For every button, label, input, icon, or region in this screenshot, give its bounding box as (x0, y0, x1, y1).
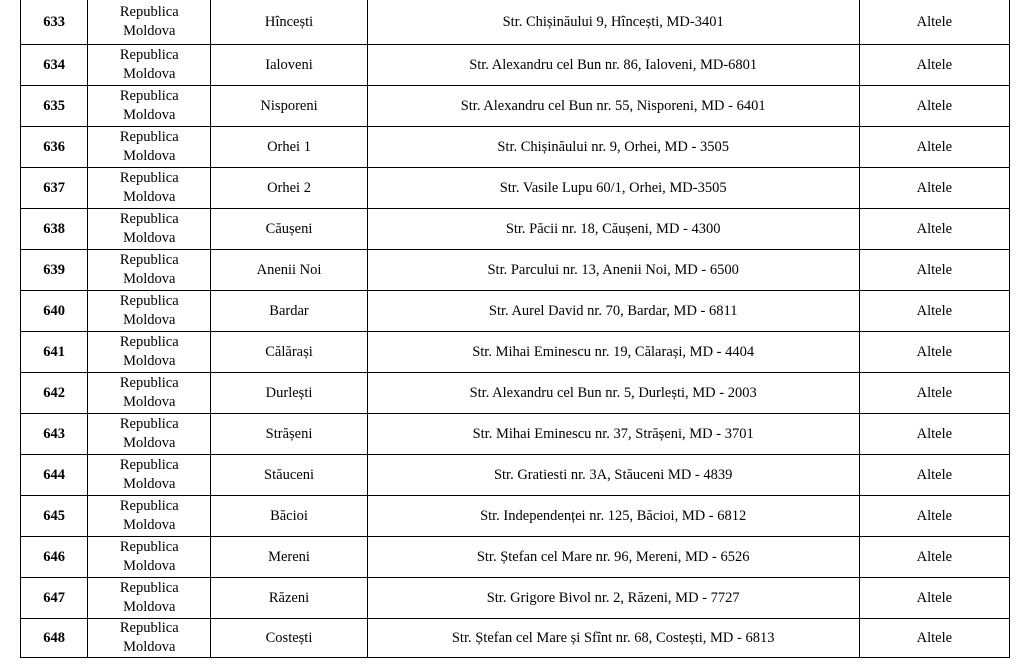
city-cell: Costești (211, 619, 367, 658)
row-number: 634 (21, 45, 88, 86)
type-cell: Altele (859, 250, 1009, 291)
row-number: 638 (21, 209, 88, 250)
row-number: 642 (21, 373, 88, 414)
address-cell: Str. Mihai Eminescu nr. 19, Călarași, MD - 4404 (367, 332, 859, 373)
country-cell (88, 127, 211, 168)
country-line2: Moldova (123, 66, 176, 82)
city-cell: Anenii Noi (211, 250, 367, 291)
country-line2: Moldova (123, 271, 176, 287)
table-row (21, 578, 1010, 619)
country-line2: Moldova (123, 23, 176, 39)
country-cell (88, 332, 211, 373)
country-line2: Moldova (123, 517, 176, 533)
address-cell: Str. Vasile Lupu 60/1, Orhei, MD-3505 (367, 168, 859, 209)
country-line1: Republica (119, 211, 179, 227)
country-line1: Republica (119, 170, 179, 186)
table-row (21, 537, 1010, 578)
address-cell: Str. Mihai Eminescu nr. 37, Strășeni, MD - 3701 (367, 414, 859, 455)
country-line1: Republica (119, 416, 179, 432)
city-cell: Strășeni (211, 414, 367, 455)
city-cell: Durlești (211, 373, 367, 414)
country-cell (88, 537, 211, 578)
row-number: 633 (21, 0, 88, 45)
country-line2: Moldova (123, 435, 176, 451)
table-row (21, 45, 1010, 86)
row-number: 648 (21, 619, 88, 658)
country-line1: Republica (119, 539, 179, 555)
country-cell (88, 291, 211, 332)
row-number: 640 (21, 291, 88, 332)
type-cell: Altele (859, 45, 1009, 86)
country-line1: Republica (119, 293, 179, 309)
country-cell (88, 578, 211, 619)
table-body (21, 0, 1010, 658)
address-cell: Str. Chișinăului 9, Hîncești, MD-3401 (367, 0, 859, 45)
address-cell: Str. Alexandru cel Bun nr. 86, Ialoveni, MD-6801 (367, 45, 859, 86)
row-number: 635 (21, 86, 88, 127)
country-line2: Moldova (123, 558, 176, 574)
country-line2: Moldova (123, 148, 176, 164)
country-line1: Republica (119, 47, 179, 63)
city-cell: Călărași (211, 332, 367, 373)
country-cell (88, 619, 211, 658)
table-row (21, 168, 1010, 209)
table-row (21, 250, 1010, 291)
country-line2: Moldova (123, 639, 176, 655)
country-line2: Moldova (123, 353, 176, 369)
address-cell: Str. Păcii nr. 18, Căușeni, MD - 4300 (367, 209, 859, 250)
city-cell: Orhei 2 (211, 168, 367, 209)
row-number: 644 (21, 455, 88, 496)
table-row (21, 291, 1010, 332)
city-cell: Răzeni (211, 578, 367, 619)
country-cell (88, 0, 211, 45)
city-cell: Ialoveni (211, 45, 367, 86)
row-number: 637 (21, 168, 88, 209)
type-cell: Altele (859, 496, 1009, 537)
type-cell: Altele (859, 86, 1009, 127)
type-cell: Altele (859, 578, 1009, 619)
country-cell (88, 414, 211, 455)
type-cell: Altele (859, 455, 1009, 496)
type-cell: Altele (859, 332, 1009, 373)
address-cell: Str. Alexandru cel Bun nr. 5, Durlești, MD - 2003 (367, 373, 859, 414)
country-line2: Moldova (123, 599, 176, 615)
country-cell (88, 45, 211, 86)
type-cell: Altele (859, 127, 1009, 168)
country-cell (88, 496, 211, 537)
city-cell: Băcioi (211, 496, 367, 537)
row-number: 645 (21, 496, 88, 537)
city-cell: Hîncești (211, 0, 367, 45)
country-cell (88, 168, 211, 209)
table-row (21, 127, 1010, 168)
city-cell: Stăuceni (211, 455, 367, 496)
type-cell: Altele (859, 168, 1009, 209)
type-cell: Altele (859, 0, 1009, 45)
row-number: 643 (21, 414, 88, 455)
country-line2: Moldova (123, 189, 176, 205)
address-cell: Str. Aurel David nr. 70, Bardar, MD - 6811 (367, 291, 859, 332)
country-line2: Moldova (123, 394, 176, 410)
type-cell: Altele (859, 619, 1009, 658)
country-cell (88, 455, 211, 496)
country-cell (88, 373, 211, 414)
address-cell: Str. Grigore Bivol nr. 2, Răzeni, MD - 7727 (367, 578, 859, 619)
country-line1: Republica (119, 88, 179, 104)
table-row (21, 373, 1010, 414)
table-row (21, 496, 1010, 537)
row-number: 647 (21, 578, 88, 619)
country-line1: Republica (119, 4, 179, 20)
type-cell: Altele (859, 291, 1009, 332)
address-cell: Str. Chișinăului nr. 9, Orhei, MD - 3505 (367, 127, 859, 168)
locations-table (20, 0, 1010, 658)
country-line2: Moldova (123, 230, 176, 246)
country-line1: Republica (119, 252, 179, 268)
table-row (21, 414, 1010, 455)
type-cell: Altele (859, 537, 1009, 578)
city-cell: Bardar (211, 291, 367, 332)
table-row (21, 619, 1010, 658)
country-cell (88, 250, 211, 291)
row-number: 646 (21, 537, 88, 578)
table-row (21, 209, 1010, 250)
country-line2: Moldova (123, 107, 176, 123)
country-line2: Moldova (123, 312, 176, 328)
table-row (21, 86, 1010, 127)
address-cell: Str. Gratiesti nr. 3A, Stăuceni MD - 4839 (367, 455, 859, 496)
country-line1: Republica (119, 498, 179, 514)
city-cell: Nisporeni (211, 86, 367, 127)
row-number: 639 (21, 250, 88, 291)
country-line1: Republica (119, 457, 179, 473)
country-line1: Republica (119, 620, 179, 636)
address-cell: Str. Ștefan cel Mare și Sfînt nr. 68, Costești, MD - 6813 (367, 619, 859, 658)
row-number: 641 (21, 332, 88, 373)
type-cell: Altele (859, 209, 1009, 250)
country-cell (88, 209, 211, 250)
country-line1: Republica (119, 334, 179, 350)
country-line1: Republica (119, 375, 179, 391)
city-cell: Orhei 1 (211, 127, 367, 168)
country-line1: Republica (119, 580, 179, 596)
city-cell: Căușeni (211, 209, 367, 250)
city-cell: Mereni (211, 537, 367, 578)
address-cell: Str. Parcului nr. 13, Anenii Noi, MD - 6500 (367, 250, 859, 291)
country-line1: Republica (119, 129, 179, 145)
country-cell (88, 86, 211, 127)
table-row (21, 0, 1010, 45)
address-cell: Str. Alexandru cel Bun nr. 55, Nisporeni, MD - 6401 (367, 86, 859, 127)
table-row (21, 455, 1010, 496)
address-cell: Str. Ștefan cel Mare nr. 96, Mereni, MD - 6526 (367, 537, 859, 578)
table-row (21, 332, 1010, 373)
country-line2: Moldova (123, 476, 176, 492)
address-cell: Str. Independenței nr. 125, Băcioi, MD - 6812 (367, 496, 859, 537)
type-cell: Altele (859, 414, 1009, 455)
type-cell: Altele (859, 373, 1009, 414)
row-number: 636 (21, 127, 88, 168)
